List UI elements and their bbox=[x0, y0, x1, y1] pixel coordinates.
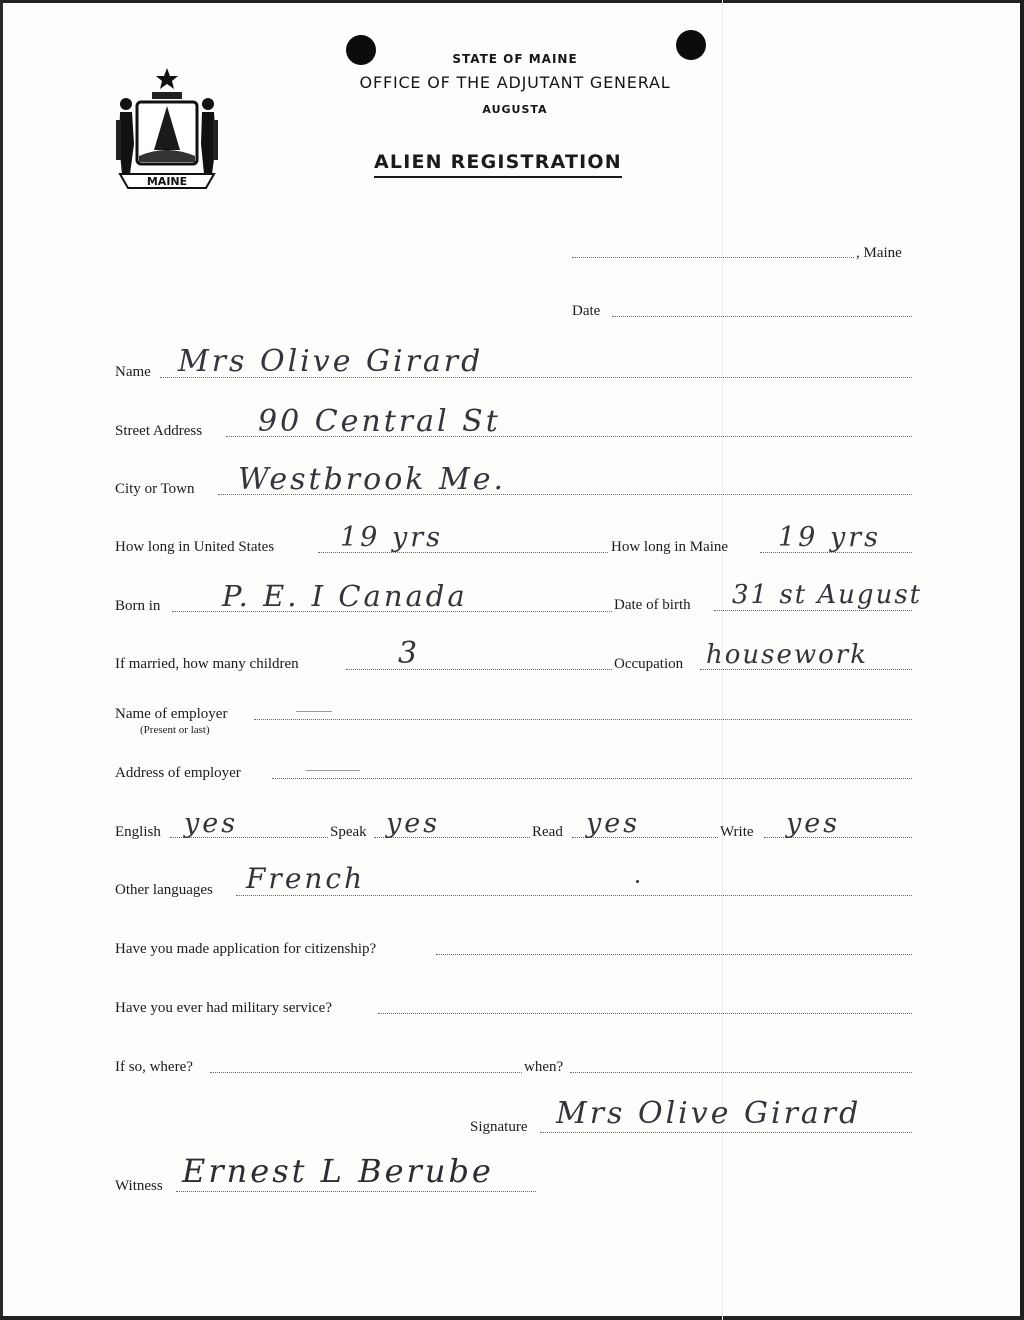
how-long-us-label: How long in United States bbox=[115, 539, 275, 555]
read-value: yes bbox=[586, 808, 641, 839]
write-label: Write bbox=[720, 824, 754, 840]
when-line bbox=[570, 1072, 912, 1073]
maine-state-seal-icon bbox=[112, 64, 222, 194]
city-label: City or Town bbox=[115, 481, 195, 497]
born-in-value: P. E. I Canada bbox=[222, 579, 468, 613]
children-line bbox=[346, 669, 612, 670]
occupation-label: Occupation bbox=[614, 656, 684, 672]
when-label: when? bbox=[524, 1059, 564, 1075]
maine-suffix-label: , Maine bbox=[856, 245, 902, 261]
employer-name-label: Name of employer bbox=[115, 706, 228, 722]
english-label: English bbox=[115, 824, 161, 840]
employer-address-line bbox=[272, 778, 912, 779]
how-long-maine-value: 19 yrs bbox=[778, 522, 881, 553]
born-in-label: Born in bbox=[115, 598, 161, 614]
speak-label: Speak bbox=[330, 824, 367, 840]
signature-line bbox=[540, 1132, 912, 1133]
street-address-value: 90 Central St bbox=[258, 404, 501, 439]
employer-address-dash bbox=[306, 770, 360, 771]
scan-border-left bbox=[0, 0, 3, 1320]
witness-line bbox=[176, 1191, 536, 1192]
citizenship-label: Have you made application for citizenship? bbox=[115, 941, 377, 957]
date-line bbox=[612, 316, 912, 317]
where-line bbox=[210, 1072, 522, 1073]
date-label: Date bbox=[572, 303, 601, 319]
city-value: Westbrook Me. bbox=[238, 462, 506, 497]
name-label: Name bbox=[115, 364, 151, 380]
date-of-birth-line bbox=[714, 610, 912, 611]
english-value: yes bbox=[184, 808, 239, 839]
how-long-maine-label: How long in Maine bbox=[611, 539, 729, 555]
write-value: yes bbox=[786, 808, 841, 839]
how-long-us-value: 19 yrs bbox=[340, 522, 443, 553]
employer-note: (Present or last) bbox=[140, 724, 210, 736]
date-of-birth-value: 31 st August bbox=[732, 580, 923, 610]
ink-speck bbox=[636, 880, 639, 883]
scan-border-right bbox=[1020, 0, 1024, 1320]
citizenship-line bbox=[436, 954, 912, 955]
speak-value: yes bbox=[386, 808, 441, 839]
employer-name-line bbox=[254, 719, 912, 720]
other-languages-value: French bbox=[246, 862, 366, 895]
signature-value: Mrs Olive Girard bbox=[556, 1096, 862, 1131]
form-title: ALIEN REGISTRATION bbox=[374, 151, 622, 178]
office-heading: OFFICE OF THE ADJUTANT GENERAL bbox=[359, 73, 671, 92]
witness-value: Ernest L Berube bbox=[182, 1152, 494, 1190]
street-address-label: Street Address bbox=[115, 423, 203, 439]
employer-address-label: Address of employer bbox=[115, 765, 241, 781]
military-label: Have you ever had military service? bbox=[115, 1000, 332, 1016]
if-so-where-label: If so, where? bbox=[115, 1059, 193, 1075]
place-line bbox=[572, 257, 854, 258]
read-label: Read bbox=[532, 824, 563, 840]
other-languages-label: Other languages bbox=[115, 882, 213, 898]
city-heading: AUGUSTA bbox=[482, 103, 548, 116]
children-value: 3 bbox=[398, 636, 421, 671]
date-of-birth-label: Date of birth bbox=[614, 597, 691, 613]
children-label: If married, how many children bbox=[115, 656, 299, 672]
svg-text:MAINE: MAINE bbox=[146, 175, 188, 188]
signature-label: Signature bbox=[470, 1119, 528, 1135]
military-line bbox=[378, 1013, 912, 1014]
scan-border-top bbox=[0, 0, 1024, 3]
witness-label: Witness bbox=[115, 1178, 163, 1194]
name-value: Mrs Olive Girard bbox=[178, 344, 484, 379]
scan-border-bottom bbox=[0, 1316, 1024, 1320]
other-languages-line bbox=[236, 895, 912, 896]
state-heading: STATE OF MAINE bbox=[452, 52, 578, 66]
employer-name-dash bbox=[296, 711, 332, 712]
occupation-value: housework bbox=[706, 640, 868, 670]
